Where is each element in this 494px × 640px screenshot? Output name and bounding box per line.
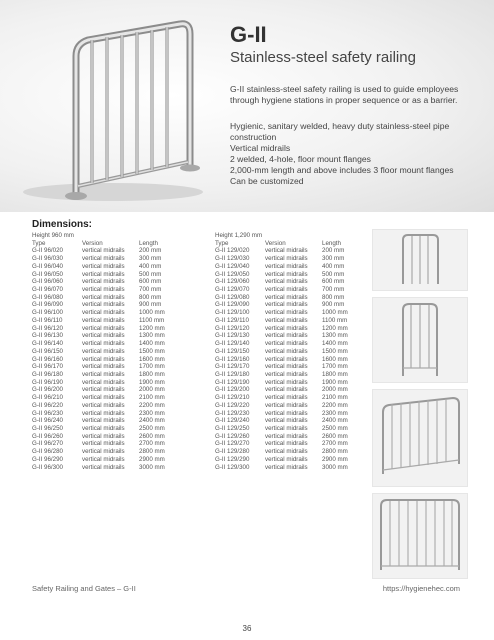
feature-item: Hygienic, sanitary welded, heavy duty stainless-steel pipe	[230, 121, 450, 131]
version-cell: vertical midrails	[82, 386, 125, 394]
length-cell: 1200 mm	[322, 324, 348, 332]
feature-item: 2,000-mm length and above includes 3 floor mount flanges	[230, 164, 454, 175]
type-cell: G-II 129/100	[215, 309, 250, 317]
length-cell: 2100 mm	[322, 394, 348, 402]
type-cell: G-II 129/280	[215, 448, 250, 456]
table-row	[215, 379, 372, 387]
dimensions-table-1290	[215, 232, 372, 471]
version-cell: vertical midrails	[265, 262, 308, 270]
product-name: Stainless-steel safety railing	[230, 49, 416, 66]
version-cell: vertical midrails	[82, 394, 125, 402]
length-cell: 1800 mm	[322, 370, 348, 378]
type-cell: G-II 96/120	[32, 324, 63, 332]
thumbnail-long-tall-railing	[372, 493, 468, 579]
version-cell: vertical midrails	[265, 301, 308, 309]
page-number: 36	[242, 624, 252, 633]
table-row	[215, 440, 372, 448]
table-row	[215, 263, 372, 271]
table-row	[32, 340, 189, 348]
length-cell: 1300 mm	[139, 332, 165, 340]
column-header: Type	[32, 239, 46, 247]
type-cell: G-II 96/150	[32, 347, 63, 355]
length-cell: 600 mm	[139, 278, 162, 286]
length-cell: 1900 mm	[139, 378, 165, 386]
table-row	[32, 332, 189, 340]
feature-item: Can be customized	[230, 175, 304, 186]
table-row	[32, 379, 189, 387]
dimensions-heading: Dimensions:	[32, 219, 93, 230]
length-cell: 800 mm	[322, 293, 345, 301]
type-cell: G-II 96/100	[32, 309, 63, 317]
version-cell: vertical midrails	[82, 247, 125, 255]
version-cell: vertical midrails	[265, 401, 308, 409]
table-row	[32, 456, 189, 464]
length-cell: 2600 mm	[139, 432, 165, 440]
version-cell: vertical midrails	[265, 270, 308, 278]
version-cell: vertical midrails	[82, 409, 125, 417]
length-cell: 2300 mm	[322, 409, 348, 417]
version-cell: vertical midrails	[265, 432, 308, 440]
footer-title: Safety Railing and Gates – G-II	[32, 584, 136, 593]
version-cell: vertical midrails	[82, 293, 125, 301]
type-cell: G-II 129/300	[215, 463, 250, 471]
table-row	[215, 386, 372, 394]
version-cell: vertical midrails	[265, 370, 308, 378]
type-cell: G-II 96/230	[32, 409, 63, 417]
table-row	[215, 425, 372, 433]
dimensions-table-960	[32, 232, 189, 471]
length-cell: 2100 mm	[139, 394, 165, 402]
type-cell: G-II 96/050	[32, 270, 63, 278]
version-cell: vertical midrails	[82, 401, 125, 409]
length-cell: 2500 mm	[139, 424, 165, 432]
type-cell: G-II 96/110	[32, 316, 63, 324]
length-cell: 1500 mm	[322, 347, 348, 355]
type-cell: G-II 129/080	[215, 293, 250, 301]
type-cell: G-II 96/020	[32, 247, 63, 255]
length-cell: 1000 mm	[322, 309, 348, 317]
type-cell: G-II 129/290	[215, 455, 250, 463]
product-intro: G-II stainless-steel safety railing is used to guide employees through hygiene stations in proper sequence or as a barrier.	[230, 84, 459, 105]
table-row	[215, 433, 372, 441]
table-row	[32, 363, 189, 371]
length-cell: 500 mm	[139, 270, 162, 278]
length-cell: 2700 mm	[139, 440, 165, 448]
table-row	[32, 294, 189, 302]
column-header: Length	[322, 239, 341, 247]
length-cell: 600 mm	[322, 278, 345, 286]
table-row	[32, 309, 189, 317]
table-row	[215, 448, 372, 456]
version-cell: vertical midrails	[265, 424, 308, 432]
version-cell: vertical midrails	[82, 417, 125, 425]
version-cell: vertical midrails	[82, 440, 125, 448]
length-cell: 700 mm	[139, 286, 162, 294]
version-cell: vertical midrails	[82, 270, 125, 278]
type-cell: G-II 96/160	[32, 355, 63, 363]
length-cell: 400 mm	[139, 262, 162, 270]
length-cell: 2600 mm	[322, 432, 348, 440]
table-row	[32, 301, 189, 309]
length-cell: 200 mm	[139, 247, 162, 255]
length-cell: 3000 mm	[139, 463, 165, 471]
version-cell: vertical midrails	[82, 363, 125, 371]
type-cell: G-II 96/180	[32, 370, 63, 378]
length-cell: 500 mm	[322, 270, 345, 278]
version-cell: vertical midrails	[265, 463, 308, 471]
length-cell: 2000 mm	[322, 386, 348, 394]
type-cell: G-II 129/120	[215, 324, 250, 332]
type-cell: G-II 129/220	[215, 401, 250, 409]
version-cell: vertical midrails	[265, 417, 308, 425]
type-cell: G-II 129/060	[215, 278, 250, 286]
length-cell: 1200 mm	[139, 324, 165, 332]
version-cell: vertical midrails	[82, 278, 125, 286]
table-row	[32, 371, 189, 379]
table-row	[215, 410, 372, 418]
type-cell: G-II 129/270	[215, 440, 250, 448]
version-cell: vertical midrails	[82, 432, 125, 440]
thumbnail-long-railing	[372, 389, 468, 487]
length-cell: 300 mm	[322, 255, 345, 263]
version-cell: vertical midrails	[265, 247, 308, 255]
type-cell: G-II 129/180	[215, 370, 250, 378]
table-row	[32, 255, 189, 263]
version-cell: vertical midrails	[265, 332, 308, 340]
column-header: Version	[82, 239, 103, 247]
feature-item: Vertical midrails	[230, 142, 291, 153]
table-row	[215, 394, 372, 402]
table-row	[215, 356, 372, 364]
table-row	[32, 440, 189, 448]
table-row	[32, 356, 189, 364]
type-cell: G-II 129/130	[215, 332, 250, 340]
table-row	[32, 386, 189, 394]
height-label: Height 960 mm	[32, 232, 74, 239]
length-cell: 2300 mm	[139, 409, 165, 417]
version-cell: vertical midrails	[82, 255, 125, 263]
length-cell: 2000 mm	[139, 386, 165, 394]
version-cell: vertical midrails	[265, 455, 308, 463]
length-cell: 900 mm	[139, 301, 162, 309]
table-row	[32, 425, 189, 433]
type-cell: G-II 96/300	[32, 463, 63, 471]
table-row	[32, 464, 189, 472]
length-cell: 2800 mm	[139, 448, 165, 456]
type-cell: G-II 129/110	[215, 316, 249, 324]
version-cell: vertical midrails	[265, 286, 308, 294]
type-cell: G-II 96/030	[32, 255, 63, 263]
table-row	[32, 271, 189, 279]
table-row	[215, 325, 372, 333]
type-cell: G-II 96/240	[32, 417, 63, 425]
table-row	[32, 263, 189, 271]
table-header-row	[32, 240, 189, 248]
type-cell: G-II 129/200	[215, 386, 250, 394]
type-cell: G-II 96/290	[32, 455, 63, 463]
type-cell: G-II 96/280	[32, 448, 63, 456]
type-cell: G-II 96/130	[32, 332, 63, 340]
version-cell: vertical midrails	[82, 455, 125, 463]
version-cell: vertical midrails	[265, 363, 308, 371]
footer-url[interactable]: https://hygienehec.com	[382, 584, 460, 593]
length-cell: 1400 mm	[322, 340, 348, 348]
type-cell: G-II 129/040	[215, 262, 250, 270]
version-cell: vertical midrails	[265, 255, 308, 263]
type-cell: G-II 129/030	[215, 255, 250, 263]
table-row	[32, 410, 189, 418]
version-cell: vertical midrails	[265, 324, 308, 332]
type-cell: G-II 129/070	[215, 286, 250, 294]
table-row	[32, 448, 189, 456]
table-row	[215, 456, 372, 464]
type-cell: G-II 96/220	[32, 401, 63, 409]
length-cell: 1300 mm	[322, 332, 348, 340]
version-cell: vertical midrails	[265, 293, 308, 301]
table-row	[32, 348, 189, 356]
type-cell: G-II 129/020	[215, 247, 250, 255]
table-row	[215, 348, 372, 356]
length-cell: 1500 mm	[139, 347, 165, 355]
type-cell: G-II 129/190	[215, 378, 250, 386]
column-header: Length	[139, 239, 158, 247]
table-row	[215, 417, 372, 425]
table-row	[32, 286, 189, 294]
version-cell: vertical midrails	[82, 324, 125, 332]
length-cell: 2200 mm	[322, 401, 348, 409]
length-cell: 3000 mm	[322, 463, 348, 471]
type-cell: G-II 96/040	[32, 262, 63, 270]
type-cell: G-II 129/240	[215, 417, 250, 425]
length-cell: 1100 mm	[139, 316, 165, 324]
table-row	[215, 464, 372, 472]
length-cell: 2400 mm	[139, 417, 165, 425]
version-cell: vertical midrails	[82, 316, 125, 324]
version-cell: vertical midrails	[265, 309, 308, 317]
table-row	[32, 278, 189, 286]
version-cell: vertical midrails	[82, 448, 125, 456]
length-cell: 2900 mm	[139, 455, 165, 463]
type-cell: G-II 129/260	[215, 432, 250, 440]
length-cell: 2800 mm	[322, 448, 348, 456]
variant-thumbnails	[372, 229, 468, 585]
length-cell: 900 mm	[322, 301, 345, 309]
length-cell: 2200 mm	[139, 401, 165, 409]
thumbnail-short-railing	[372, 229, 468, 291]
version-cell: vertical midrails	[265, 386, 308, 394]
type-cell: G-II 96/250	[32, 424, 63, 432]
version-cell: vertical midrails	[265, 340, 308, 348]
length-cell: 400 mm	[322, 262, 345, 270]
type-cell: G-II 129/140	[215, 340, 250, 348]
length-cell: 1700 mm	[139, 363, 165, 371]
table-row	[215, 371, 372, 379]
length-cell: 1400 mm	[139, 340, 165, 348]
feature-item: construction	[230, 131, 277, 142]
type-cell: G-II 129/230	[215, 409, 250, 417]
table-row	[215, 402, 372, 410]
length-cell: 1600 mm	[139, 355, 165, 363]
height-label: Height 1,290 mm	[215, 232, 263, 239]
type-cell: G-II 96/200	[32, 386, 63, 394]
table-row	[215, 278, 372, 286]
table-row	[215, 301, 372, 309]
type-cell: G-II 96/170	[32, 363, 63, 371]
length-cell: 200 mm	[322, 247, 345, 255]
version-cell: vertical midrails	[82, 340, 125, 348]
type-cell: G-II 96/070	[32, 286, 63, 294]
version-cell: vertical midrails	[82, 301, 125, 309]
feature-list	[230, 121, 480, 186]
type-cell: G-II 129/250	[215, 424, 250, 432]
product-code: G-II	[230, 22, 267, 47]
table-row	[215, 247, 372, 255]
length-cell: 2900 mm	[322, 455, 348, 463]
length-cell: 700 mm	[322, 286, 345, 294]
table-row	[215, 286, 372, 294]
table-header-row	[215, 240, 372, 248]
version-cell: vertical midrails	[82, 355, 125, 363]
version-cell: vertical midrails	[82, 332, 125, 340]
type-cell: G-II 96/260	[32, 432, 63, 440]
type-cell: G-II 129/090	[215, 301, 250, 309]
type-cell: G-II 96/190	[32, 378, 63, 386]
table-row	[32, 402, 189, 410]
version-cell: vertical midrails	[265, 448, 308, 456]
type-cell: G-II 96/090	[32, 301, 63, 309]
table-row	[215, 317, 372, 325]
length-cell: 1900 mm	[322, 378, 348, 386]
type-cell: G-II 129/160	[215, 355, 250, 363]
version-cell: vertical midrails	[82, 347, 125, 355]
length-cell: 2500 mm	[322, 424, 348, 432]
version-cell: vertical midrails	[265, 409, 308, 417]
table-row	[215, 271, 372, 279]
version-cell: vertical midrails	[82, 309, 125, 317]
type-cell: G-II 96/140	[32, 340, 63, 348]
table-row	[215, 332, 372, 340]
length-cell: 2700 mm	[322, 440, 348, 448]
railing-illustration	[18, 16, 218, 206]
type-cell: G-II 96/210	[32, 394, 63, 402]
table-row	[32, 417, 189, 425]
version-cell: vertical midrails	[265, 394, 308, 402]
length-cell: 1000 mm	[139, 309, 165, 317]
type-cell: G-II 129/050	[215, 270, 250, 278]
feature-item: 2 welded, 4-hole, floor mount flanges	[230, 153, 371, 164]
table-row	[32, 433, 189, 441]
version-cell: vertical midrails	[82, 262, 125, 270]
length-cell: 300 mm	[139, 255, 162, 263]
version-cell: vertical midrails	[82, 424, 125, 432]
length-cell: 2400 mm	[322, 417, 348, 425]
version-cell: vertical midrails	[265, 347, 308, 355]
table-row	[215, 255, 372, 263]
length-cell: 1800 mm	[139, 370, 165, 378]
length-cell: 800 mm	[139, 293, 162, 301]
type-cell: G-II 129/150	[215, 347, 250, 355]
table-row	[215, 294, 372, 302]
type-cell: G-II 129/170	[215, 363, 250, 371]
version-cell: vertical midrails	[265, 355, 308, 363]
table-row	[32, 394, 189, 402]
version-cell: vertical midrails	[82, 463, 125, 471]
version-cell: vertical midrails	[265, 440, 308, 448]
table-row	[215, 309, 372, 317]
table-row	[215, 363, 372, 371]
version-cell: vertical midrails	[82, 286, 125, 294]
length-cell: 1600 mm	[322, 355, 348, 363]
thumbnail-tall-railing	[372, 297, 468, 383]
column-header: Version	[265, 239, 286, 247]
table-row	[215, 340, 372, 348]
version-cell: vertical midrails	[265, 316, 308, 324]
version-cell: vertical midrails	[265, 278, 308, 286]
type-cell: G-II 96/270	[32, 440, 63, 448]
table-row	[32, 317, 189, 325]
type-cell: G-II 129/210	[215, 394, 250, 402]
version-cell: vertical midrails	[265, 378, 308, 386]
table-row	[32, 325, 189, 333]
column-header: Type	[215, 239, 229, 247]
length-cell: 1100 mm	[322, 316, 348, 324]
length-cell: 1700 mm	[322, 363, 348, 371]
type-cell: G-II 96/080	[32, 293, 63, 301]
version-cell: vertical midrails	[82, 378, 125, 386]
type-cell: G-II 96/060	[32, 278, 63, 286]
version-cell: vertical midrails	[82, 370, 125, 378]
table-row	[32, 247, 189, 255]
